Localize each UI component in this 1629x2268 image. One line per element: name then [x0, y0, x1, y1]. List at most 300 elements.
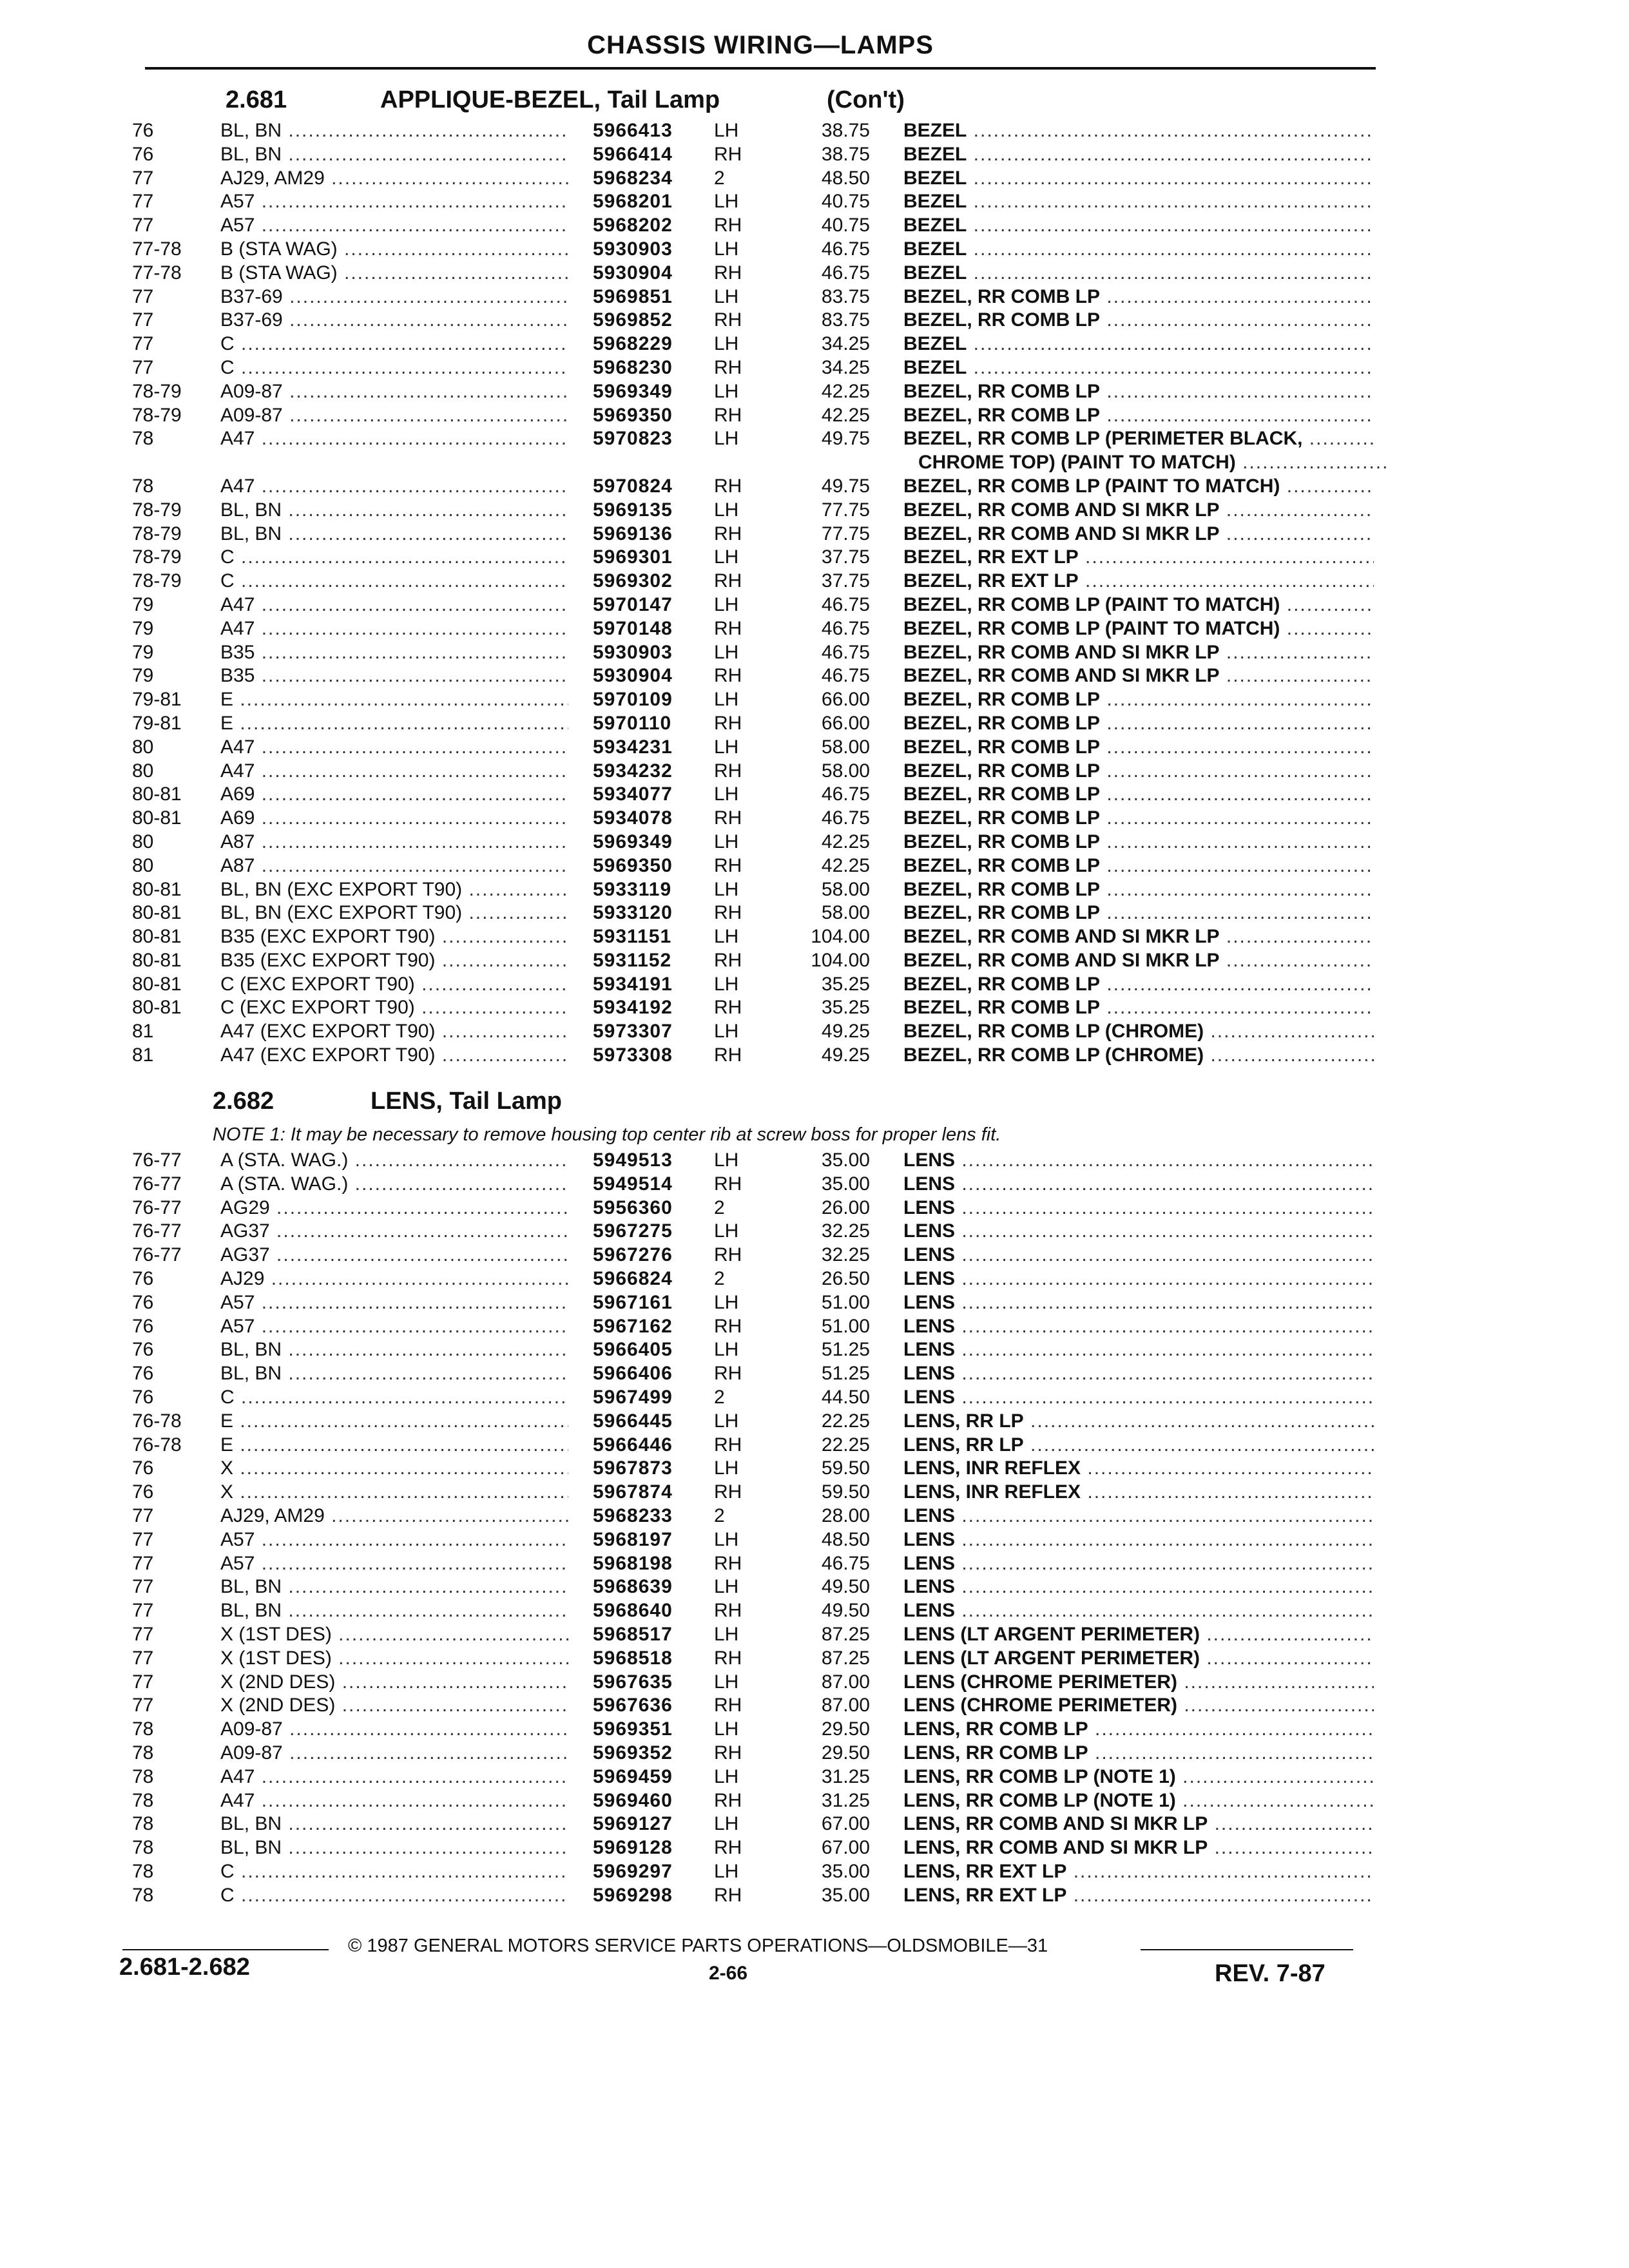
table-row	[0, 1433, 1629, 1457]
description-cell: LENS .....	[903, 1220, 1374, 1242]
model-cell: C .....	[220, 357, 568, 379]
side-cell: LH	[714, 736, 739, 758]
model-cell: C (EXC EXPORT T90) .....	[220, 974, 568, 995]
part-number-cell: 5967874	[593, 1481, 673, 1503]
section-title: LENS, Tail Lamp	[371, 1088, 563, 1115]
part-number-cell: 5967499	[593, 1386, 673, 1408]
price-cell: 77.75	[821, 523, 870, 544]
table-row	[0, 569, 1629, 593]
side-cell: RH	[714, 570, 742, 592]
model-cell: A09-87 .....	[220, 381, 568, 403]
model-cell: A47 .....	[220, 594, 568, 616]
side-cell: RH	[714, 475, 742, 497]
description-cell: BEZEL, RR COMB AND SI MKR LP .....	[903, 523, 1374, 545]
footer-rule	[122, 1949, 329, 1950]
table-row	[0, 380, 1629, 403]
table-row	[0, 1267, 1629, 1291]
model-cell: BL, BN .....	[220, 1363, 568, 1385]
price-cell: 42.25	[821, 404, 870, 426]
footer-section-range: 2.681-2.682	[119, 1954, 250, 1981]
model-cell: A (STA. WAG.) .....	[220, 1149, 568, 1171]
side-cell: LH	[714, 1291, 739, 1313]
year-cell: 77	[132, 1576, 154, 1598]
description-cell: LENS .....	[903, 1387, 1374, 1408]
model-cell: AJ29, AM29 .....	[220, 1505, 568, 1527]
year-cell: 79	[132, 593, 154, 615]
description-cell: LENS .....	[903, 1529, 1374, 1551]
description-cell: LENS, RR COMB LP (NOTE 1) .....	[903, 1766, 1374, 1788]
year-cell: 78	[132, 1718, 154, 1740]
description-cell: BEZEL, RR COMB LP .....	[903, 736, 1374, 758]
part-number-cell: 5934078	[593, 807, 673, 829]
model-cell: AG37 .....	[220, 1220, 568, 1242]
part-number-cell: 5966406	[593, 1363, 673, 1385]
model-cell: E .....	[220, 1434, 568, 1456]
year-cell: 78	[132, 1742, 154, 1763]
price-cell: 83.75	[821, 285, 870, 307]
year-cell: 79-81	[132, 689, 182, 711]
side-cell: 2	[714, 1196, 725, 1218]
model-cell: B (STA WAG) .....	[220, 238, 568, 260]
part-number-cell: 5967636	[593, 1695, 673, 1716]
model-cell: C .....	[220, 546, 568, 568]
price-cell: 104.00	[811, 926, 870, 948]
part-number-cell: 5966414	[593, 143, 673, 165]
year-cell: 76-77	[132, 1149, 182, 1171]
model-cell: BL, BN (EXC EXPORT T90) .....	[220, 902, 568, 924]
year-cell: 77	[132, 1504, 154, 1526]
part-number-cell: 5968201	[593, 191, 673, 213]
model-cell: A47 (EXC EXPORT T90) .....	[220, 1021, 568, 1043]
side-cell: LH	[714, 689, 739, 711]
model-cell: X (1ST DES) .....	[220, 1624, 568, 1646]
model-cell: A69 .....	[220, 807, 568, 829]
part-number-cell: 5934231	[593, 736, 673, 758]
description-cell: LENS .....	[903, 1576, 1374, 1598]
model-cell: AJ29, AM29 .....	[220, 168, 568, 189]
year-cell: 76-77	[132, 1220, 182, 1242]
year-cell: 80-81	[132, 997, 182, 1019]
price-cell: 49.75	[821, 428, 870, 450]
table-row	[0, 1172, 1629, 1196]
price-cell: 49.50	[821, 1600, 870, 1622]
model-cell: BL, BN .....	[220, 1576, 568, 1598]
part-number-cell: 5949514	[593, 1173, 673, 1195]
year-cell: 77	[132, 1671, 154, 1693]
part-number-cell: 5969349	[593, 831, 673, 852]
model-cell: C .....	[220, 333, 568, 355]
part-number-cell: 5968518	[593, 1647, 673, 1669]
description-cell: BEZEL, RR COMB LP .....	[903, 855, 1374, 877]
price-cell: 22.25	[821, 1434, 870, 1456]
side-cell: LH	[714, 428, 739, 450]
price-cell: 42.25	[821, 831, 870, 852]
year-cell: 79	[132, 641, 154, 663]
description-cell: LENS, RR EXT LP .....	[903, 1861, 1374, 1883]
table-row	[0, 403, 1629, 427]
price-cell: 32.25	[821, 1220, 870, 1242]
price-cell: 48.50	[821, 1528, 870, 1550]
part-number-cell: 5969459	[593, 1765, 673, 1787]
part-number-cell: 5934232	[593, 760, 673, 782]
table-row	[0, 119, 1629, 142]
table-row	[0, 450, 1629, 474]
side-cell: LH	[714, 499, 739, 521]
year-cell: 80	[132, 831, 154, 852]
description-cell: BEZEL, RR COMB LP .....	[903, 405, 1374, 427]
description-cell: LENS .....	[903, 1363, 1374, 1385]
part-number-cell: 5934192	[593, 997, 673, 1019]
price-cell: 44.50	[821, 1386, 870, 1408]
price-cell: 58.00	[821, 902, 870, 924]
model-cell: E .....	[220, 713, 568, 735]
year-cell: 78-79	[132, 380, 182, 402]
table-row	[0, 806, 1629, 830]
side-cell: RH	[714, 712, 742, 734]
description-cell: BEZEL, RR COMB LP .....	[903, 807, 1374, 829]
year-cell: 78	[132, 1837, 154, 1859]
description-cell: LENS, INR REFLEX .....	[903, 1457, 1374, 1479]
model-cell: A47 .....	[220, 1790, 568, 1812]
description-cell: BEZEL .....	[903, 333, 1374, 355]
year-cell: 80	[132, 736, 154, 758]
side-cell: LH	[714, 1339, 739, 1361]
part-number-cell: 5968198	[593, 1552, 673, 1574]
description-cell: CHROME TOP) (PAINT TO MATCH) .....	[918, 452, 1389, 474]
part-number-cell: 5969301	[593, 546, 673, 568]
price-cell: 29.50	[821, 1718, 870, 1740]
model-cell: C .....	[220, 570, 568, 592]
side-cell: RH	[714, 356, 742, 378]
model-cell: B35 .....	[220, 665, 568, 687]
year-cell: 76	[132, 1457, 154, 1479]
price-cell: 22.25	[821, 1410, 870, 1432]
model-cell: E .....	[220, 1410, 568, 1432]
side-cell: LH	[714, 1576, 739, 1598]
part-number-cell: 5967275	[593, 1220, 673, 1242]
price-cell: 42.25	[821, 854, 870, 876]
year-cell: 76	[132, 1363, 154, 1385]
table-row	[0, 640, 1629, 664]
year-cell: 79	[132, 665, 154, 687]
price-cell: 46.75	[821, 238, 870, 260]
description-cell: BEZEL .....	[903, 168, 1374, 189]
year-cell: 78	[132, 1813, 154, 1835]
side-cell: RH	[714, 1552, 742, 1574]
price-cell: 46.75	[821, 617, 870, 639]
side-cell: RH	[714, 854, 742, 876]
table-row	[0, 1670, 1629, 1694]
table-row	[0, 237, 1629, 261]
table-row	[0, 1717, 1629, 1741]
model-cell: AG37 .....	[220, 1244, 568, 1266]
footer-page-number: 2-66	[709, 1963, 748, 1984]
part-number-cell: 5930903	[593, 641, 673, 663]
side-cell: RH	[714, 523, 742, 544]
part-number-cell: 5967873	[593, 1457, 673, 1479]
price-cell: 66.00	[821, 712, 870, 734]
side-cell: RH	[714, 617, 742, 639]
model-cell: C .....	[220, 1387, 568, 1408]
side-cell: RH	[714, 949, 742, 971]
model-cell: C (EXC EXPORT T90) .....	[220, 997, 568, 1019]
table-row	[0, 1693, 1629, 1717]
description-cell: BEZEL, RR COMB AND SI MKR LP .....	[903, 950, 1374, 972]
side-cell: LH	[714, 1410, 739, 1432]
year-cell: 76-78	[132, 1434, 182, 1456]
table-row	[0, 925, 1629, 948]
side-cell: LH	[714, 333, 739, 355]
table-row	[0, 189, 1629, 213]
table-row	[0, 617, 1629, 640]
section-continued: (Con't)	[827, 86, 905, 113]
description-cell: BEZEL, RR COMB AND SI MKR LP .....	[903, 642, 1374, 664]
side-cell: LH	[714, 593, 739, 615]
table-row	[0, 854, 1629, 878]
year-cell: 77	[132, 285, 154, 307]
side-cell: LH	[714, 191, 739, 213]
year-cell: 76	[132, 120, 154, 141]
description-cell: BEZEL, RR COMB LP .....	[903, 381, 1374, 403]
model-cell: A57 .....	[220, 191, 568, 213]
table-row	[0, 948, 1629, 972]
table-row	[0, 1860, 1629, 1883]
description-cell: LENS, RR COMB LP (NOTE 1) .....	[903, 1790, 1374, 1812]
part-number-cell: 5973307	[593, 1021, 673, 1043]
description-cell: BEZEL, RR COMB LP .....	[903, 309, 1374, 331]
price-cell: 59.50	[821, 1481, 870, 1503]
side-cell: LH	[714, 973, 739, 995]
side-cell: LH	[714, 1718, 739, 1740]
part-number-cell: 5949513	[593, 1149, 673, 1171]
description-cell: LENS .....	[903, 1600, 1374, 1622]
table-row	[0, 1196, 1629, 1220]
model-cell: C .....	[220, 1861, 568, 1883]
table-row	[0, 285, 1629, 309]
table-row	[0, 1043, 1629, 1067]
price-cell: 26.50	[821, 1267, 870, 1289]
parts-table-2681	[0, 119, 1629, 1067]
year-cell: 80-81	[132, 807, 182, 829]
year-cell: 77	[132, 167, 154, 189]
model-cell: BL, BN .....	[220, 144, 568, 166]
price-cell: 51.00	[821, 1291, 870, 1313]
side-cell: RH	[714, 215, 742, 236]
price-cell: 67.00	[821, 1837, 870, 1859]
part-number-cell: 5970824	[593, 475, 673, 497]
side-cell: LH	[714, 546, 739, 568]
model-cell: A09-87 .....	[220, 405, 568, 427]
price-cell: 51.00	[821, 1315, 870, 1337]
side-cell: LH	[714, 1021, 739, 1043]
side-cell: LH	[714, 285, 739, 307]
price-cell: 46.75	[821, 807, 870, 829]
part-number-cell: 5966445	[593, 1410, 673, 1432]
price-cell: 46.75	[821, 665, 870, 687]
part-number-cell: 5968197	[593, 1528, 673, 1550]
table-row	[0, 261, 1629, 285]
side-cell: LH	[714, 1860, 739, 1882]
model-cell: B37-69 .....	[220, 309, 568, 331]
table-row	[0, 1599, 1629, 1622]
part-number-cell: 5967162	[593, 1315, 673, 1337]
part-number-cell: 5968234	[593, 167, 673, 189]
description-cell: BEZEL, RR COMB LP (CHROME) .....	[903, 1021, 1374, 1043]
year-cell: 76	[132, 1339, 154, 1361]
description-cell: BEZEL, RR COMB LP .....	[903, 974, 1374, 995]
side-cell: RH	[714, 1789, 742, 1811]
side-cell: LH	[714, 878, 739, 900]
side-cell: RH	[714, 902, 742, 924]
price-cell: 35.25	[821, 997, 870, 1019]
price-cell: 46.75	[821, 641, 870, 663]
part-number-cell: 5968233	[593, 1504, 673, 1526]
side-cell: RH	[714, 760, 742, 782]
table-row	[0, 427, 1629, 450]
side-cell: RH	[714, 1884, 742, 1906]
price-cell: 87.25	[821, 1623, 870, 1645]
model-cell: B37-69 .....	[220, 286, 568, 308]
description-cell: LENS (LT ARGENT PERIMETER) .....	[903, 1624, 1374, 1646]
year-cell: 77	[132, 1647, 154, 1669]
model-cell: A57 .....	[220, 1316, 568, 1338]
year-cell: 77	[132, 215, 154, 236]
year-cell: 80	[132, 854, 154, 876]
side-cell: RH	[714, 143, 742, 165]
price-cell: 35.00	[821, 1860, 870, 1882]
side-cell: LH	[714, 1671, 739, 1693]
table-row	[0, 995, 1629, 1019]
side-cell: RH	[714, 309, 742, 331]
part-number-cell: 5969128	[593, 1837, 673, 1859]
side-cell: LH	[714, 380, 739, 402]
price-cell: 77.75	[821, 499, 870, 521]
side-cell: RH	[714, 665, 742, 687]
model-cell: A57 .....	[220, 1292, 568, 1314]
table-row	[0, 213, 1629, 237]
price-cell: 37.75	[821, 546, 870, 568]
model-cell: B35 (EXC EXPORT T90) .....	[220, 926, 568, 948]
year-cell: 77	[132, 356, 154, 378]
description-cell: LENS, RR LP .....	[903, 1410, 1374, 1432]
model-cell: A47 .....	[220, 476, 568, 497]
table-row	[0, 687, 1629, 711]
side-cell: RH	[714, 1600, 742, 1622]
description-cell: LENS, RR COMB LP .....	[903, 1742, 1374, 1764]
model-cell: X (2ND DES) .....	[220, 1671, 568, 1693]
side-cell: RH	[714, 1315, 742, 1337]
price-cell: 31.25	[821, 1765, 870, 1787]
price-cell: 49.75	[821, 475, 870, 497]
price-cell: 58.00	[821, 760, 870, 782]
year-cell: 76-77	[132, 1244, 182, 1266]
model-cell: A47 (EXC EXPORT T90) .....	[220, 1044, 568, 1066]
part-number-cell: 5969460	[593, 1789, 673, 1811]
model-cell: BL, BN .....	[220, 1339, 568, 1361]
part-number-cell: 5966413	[593, 120, 673, 141]
year-cell: 81	[132, 1044, 154, 1066]
price-cell: 38.75	[821, 120, 870, 141]
description-cell: BEZEL, RR EXT LP .....	[903, 546, 1374, 568]
table-row	[0, 1789, 1629, 1812]
table-row	[0, 664, 1629, 687]
side-cell: 2	[714, 1386, 725, 1408]
model-cell: A87 .....	[220, 831, 568, 853]
description-cell: BEZEL, RR COMB LP .....	[903, 286, 1374, 308]
part-number-cell: 5933120	[593, 902, 673, 924]
table-row	[0, 356, 1629, 380]
year-cell: 77	[132, 333, 154, 355]
side-cell: LH	[714, 238, 739, 260]
price-cell: 40.75	[821, 191, 870, 213]
part-number-cell: 5970110	[593, 712, 672, 734]
model-cell: BL, BN .....	[220, 523, 568, 545]
year-cell: 77-78	[132, 238, 182, 260]
price-cell: 58.00	[821, 736, 870, 758]
table-row	[0, 1338, 1629, 1361]
price-cell: 59.50	[821, 1457, 870, 1479]
footer-rule	[1141, 1949, 1353, 1950]
side-cell: LH	[714, 1528, 739, 1550]
price-cell: 48.50	[821, 167, 870, 189]
year-cell: 77	[132, 1528, 154, 1550]
part-number-cell: 5967161	[593, 1291, 673, 1313]
description-cell: BEZEL, RR COMB LP (PAINT TO MATCH) .....	[903, 476, 1374, 497]
table-row	[0, 735, 1629, 759]
description-cell: BEZEL, RR EXT LP .....	[903, 570, 1374, 592]
description-cell: BEZEL, RR COMB LP (PAINT TO MATCH) .....	[903, 618, 1374, 640]
description-cell: LENS, RR LP .....	[903, 1434, 1374, 1456]
year-cell: 76	[132, 1481, 154, 1503]
model-cell: A57 .....	[220, 1529, 568, 1551]
year-cell: 77	[132, 309, 154, 331]
description-cell: LENS .....	[903, 1173, 1374, 1195]
side-cell: RH	[714, 997, 742, 1019]
side-cell: 2	[714, 1267, 725, 1289]
table-row	[0, 901, 1629, 925]
year-cell: 78	[132, 1765, 154, 1787]
model-cell: A69 .....	[220, 783, 568, 805]
part-number-cell: 5930904	[593, 262, 673, 284]
price-cell: 104.00	[811, 949, 870, 971]
table-row	[0, 759, 1629, 783]
side-cell: LH	[714, 783, 739, 805]
description-cell: LENS .....	[903, 1244, 1374, 1266]
price-cell: 49.50	[821, 1576, 870, 1598]
table-row	[0, 1291, 1629, 1314]
description-cell: LENS, RR COMB AND SI MKR LP .....	[903, 1837, 1374, 1859]
description-cell: LENS .....	[903, 1268, 1374, 1290]
part-number-cell: 5966824	[593, 1267, 673, 1289]
description-cell: LENS, RR COMB LP .....	[903, 1718, 1374, 1740]
side-cell: RH	[714, 1173, 742, 1195]
description-cell: LENS (LT ARGENT PERIMETER) .....	[903, 1648, 1374, 1669]
model-cell: A09-87 .....	[220, 1718, 568, 1740]
side-cell: LH	[714, 1457, 739, 1479]
table-row	[0, 1361, 1629, 1385]
part-number-cell: 5969349	[593, 380, 673, 402]
table-row	[0, 878, 1629, 901]
model-cell: BL, BN (EXC EXPORT T90) .....	[220, 879, 568, 901]
part-number-cell: 5969852	[593, 309, 673, 331]
table-row	[0, 972, 1629, 996]
model-cell: A47 .....	[220, 1766, 568, 1788]
part-number-cell: 5968229	[593, 333, 673, 355]
price-cell: 87.25	[821, 1647, 870, 1669]
part-number-cell: 5968202	[593, 215, 673, 236]
part-number-cell: 5930904	[593, 665, 673, 687]
price-cell: 46.75	[821, 783, 870, 805]
